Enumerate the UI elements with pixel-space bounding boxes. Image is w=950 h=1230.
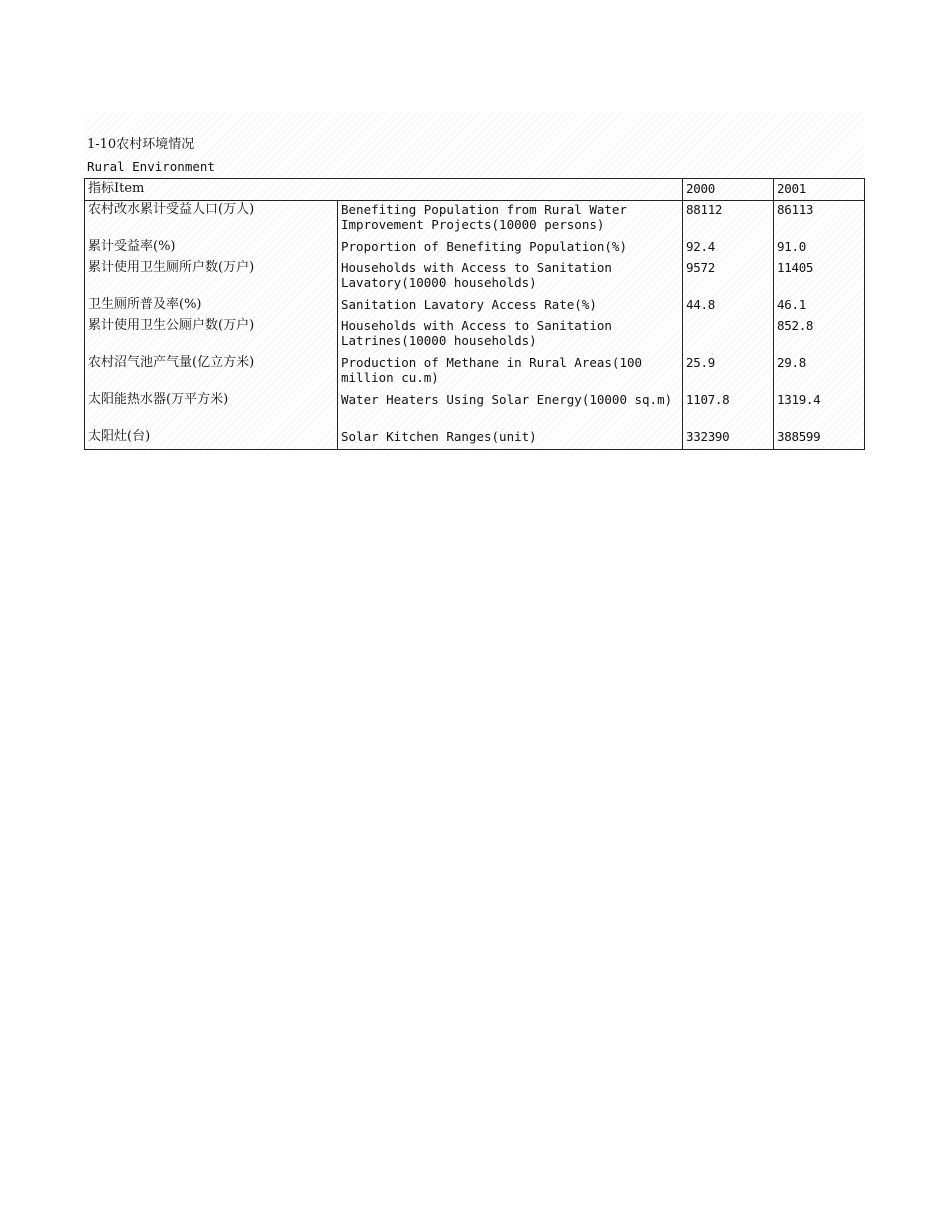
table-title-zh: 1-10农村环境情况 — [87, 137, 195, 152]
row-label-en[interactable]: Production of Methane in Rural Areas(100 million cu.m) — [338, 354, 683, 391]
value-2001[interactable]: 86113 — [774, 201, 865, 239]
header-year-2000[interactable]: 2000 — [683, 179, 774, 201]
value-2001[interactable]: 11405 — [774, 259, 865, 296]
value-2001[interactable]: 46.1 — [774, 296, 865, 317]
value-2000[interactable]: 44.8 — [683, 296, 774, 317]
row-label-zh[interactable]: 累计使用卫生公厕户数(万户) — [85, 317, 338, 354]
table-row — [85, 428, 865, 450]
table-title-en: Rural Environment — [87, 159, 215, 174]
header-item-cell[interactable]: 指标Item — [85, 179, 683, 201]
table-row — [85, 354, 865, 391]
row-label-en[interactable]: Sanitation Lavatory Access Rate(%) — [338, 296, 683, 317]
row-label-en[interactable]: Solar Kitchen Ranges(unit) — [338, 428, 683, 450]
row-label-en[interactable]: Households with Access to Sanitation Lavatory(10000 households) — [338, 259, 683, 296]
value-2000[interactable]: 9572 — [683, 259, 774, 296]
value-2001[interactable]: 91.0 — [774, 238, 865, 259]
header-year-2001[interactable]: 2001 — [774, 179, 865, 201]
table-row — [85, 201, 865, 239]
value-2000[interactable]: 332390 — [683, 428, 774, 450]
row-label-zh[interactable]: 农村沼气池产气量(亿立方米) — [85, 354, 338, 391]
table-row — [85, 391, 865, 428]
row-label-en[interactable]: Benefiting Population from Rural Water Improvement Projects(10000 persons) — [338, 201, 683, 239]
table-row — [85, 296, 865, 317]
row-label-zh[interactable]: 累计使用卫生厕所户数(万户) — [85, 259, 338, 296]
value-2000[interactable]: 1107.8 — [683, 391, 774, 428]
table-header-row — [85, 179, 865, 201]
table-row — [85, 317, 865, 354]
value-2001[interactable]: 1319.4 — [774, 391, 865, 428]
row-label-zh[interactable]: 太阳能热水器(万平方米) — [85, 391, 338, 428]
value-2001[interactable]: 388599 — [774, 428, 865, 450]
value-2000[interactable]: 25.9 — [683, 354, 774, 391]
value-2000[interactable] — [683, 317, 774, 354]
value-2000[interactable]: 88112 — [683, 201, 774, 239]
spreadsheet-sheet — [84, 112, 864, 450]
row-label-zh[interactable]: 卫生厕所普及率(%) — [85, 296, 338, 317]
value-2001[interactable]: 29.8 — [774, 354, 865, 391]
value-2001[interactable]: 852.8 — [774, 317, 865, 354]
row-label-zh[interactable]: 累计受益率(%) — [85, 238, 338, 259]
table-row — [85, 259, 865, 296]
row-label-zh[interactable]: 太阳灶(台) — [85, 428, 338, 450]
row-label-en[interactable]: Households with Access to Sanitation Latrines(10000 households) — [338, 317, 683, 354]
row-label-en[interactable]: Water Heaters Using Solar Energy(10000 sq.m) — [338, 391, 683, 428]
rural-environment-table — [84, 178, 865, 450]
row-label-zh[interactable]: 农村改水累计受益人口(万人) — [85, 201, 338, 239]
table-row — [85, 238, 865, 259]
row-label-en[interactable]: Proportion of Benefiting Population(%) — [338, 238, 683, 259]
value-2000[interactable]: 92.4 — [683, 238, 774, 259]
